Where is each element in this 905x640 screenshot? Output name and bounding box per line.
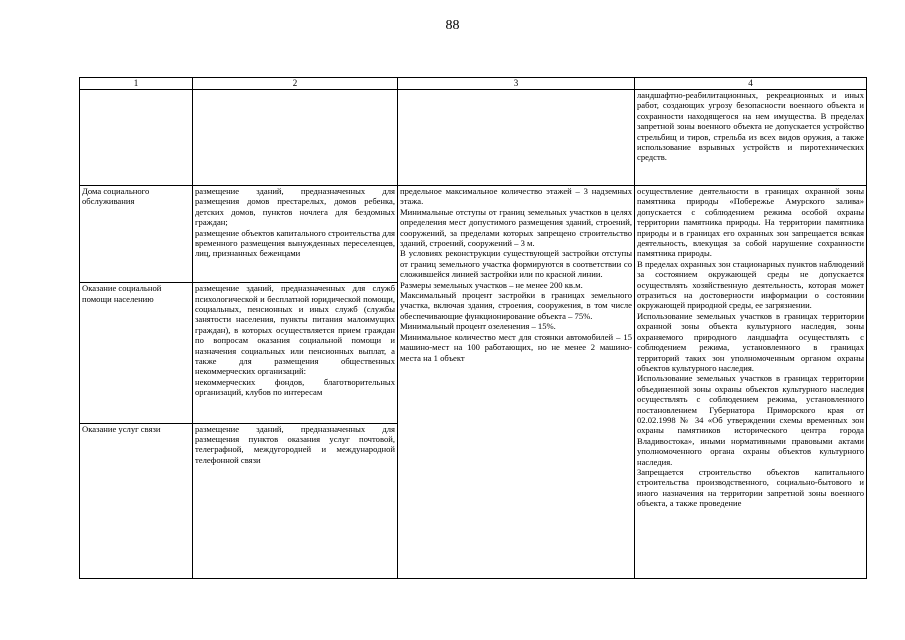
zoning-table bbox=[79, 77, 867, 579]
cell-use-description: размещение зданий, предназначенных для служб психологической и бесплатной юридической помощи, социальных, пенсионных и иных служб (службы занятости населения, пункты питания малоимущих граждан), в которых осуществляется прием граждан по вопросам оказания социальной помощи и назначения социальных или пенсионных выплат, а также для размещения общественных некоммерческих организаций: некоммерческих фондов, благотворительных организаций, клубов по интересам bbox=[193, 283, 398, 423]
table-row-continuation bbox=[80, 90, 867, 186]
header-cell-3: 3 bbox=[398, 78, 635, 90]
cell-use-type: Оказание услуг связи bbox=[80, 423, 193, 578]
table-row bbox=[80, 186, 867, 283]
header-cell-1: 1 bbox=[80, 78, 193, 90]
cell-use-type: Дома социального обслуживания bbox=[80, 186, 193, 283]
cell-empty bbox=[193, 90, 398, 186]
cell-parameters: предельное максимальное количество этажей – 3 надземных этажа. Минимальные отступы от границ земельных участков в целях определения мест допустимого размещения зданий, строений, сооружений, за пределами которых запрещено строительство зданий, строений, сооружений – 3 м. В условиях реконструкции существующей застройки отступы от границ земельного участка формируются в соответствии со сложившейся линией застройки или по красной линии. Размеры земельных участков – не менее 200 кв.м. Максимальный процент застройки в границах земельного участка, включая здания, строения, сооружения, в том числе обеспечивающие функционирование объекта – 75%. Минимальный процент озеленения – 15%. Минимальное количество мест для стоянки автомобилей – 15 машино-мест на 100 работающих, но не менее 2 машино-места на 1 объект bbox=[398, 186, 635, 579]
cell-use-description: размещение зданий, предназначенных для размещения домов престарелых, домов ребенка, детских домов, пунктов ночлега для бездомных граждан; размещение объектов капитального строительства для временного размещения вынужденных переселенцев, лиц, признанных беженцами bbox=[193, 186, 398, 283]
page-number: 88 bbox=[445, 18, 460, 33]
header-cell-2: 2 bbox=[193, 78, 398, 90]
header-cell-4: 4 bbox=[635, 78, 867, 90]
table-header-row bbox=[80, 78, 867, 90]
cell-empty bbox=[398, 90, 635, 186]
cell-restrictions: осуществление деятельности в границах охранной зоны памятника природы «Побережье Амурского залива» допускается с соблюдением режима особой охраны территории памятника природы. На территории памятника природы и в границах его охранных зон запрещается всякая деятельность, влекущая за собой нарушение сохранности памятника природы. В пределах охранных зон стационарных пунктов наблюдений за состоянием окружающей среды не допускается осуществлять хозяйственную деятельность, которая может отразиться на достоверности информации о состоянии окружающей природной среды, ее загрязнении. Использование земельных участков в границах территории охранной зоны объекта культурного наследия, зоны охраняемого природного ландшафта осуществлять с соблюдением режима, установленного в границах территорий таких зон уполномоченным органом охраны объектов культурного наследия. Использование земельных участков в границах территории объединенной зоны охраны объектов культурного наследия осуществлять с соблюдением режима, установленного постановлением Губернатора Приморского края от 02.02.1998 № 34 «Об утверждении схемы временных зон охраны памятников исторического центра города Владивостока», иными нормативными правовыми актами уполномоченного органа охраны объектов культурного наследия. Запрещается строительство объектов капитального строительства производственного, социально-бытового и иного назначения на территории запретной зоны военного объекта, а также проведение bbox=[635, 186, 867, 579]
cell-use-description: размещение зданий, предназначенных для размещения пунктов оказания услуг почтовой, телеграфной, междугородней и международной телефонной связи bbox=[193, 423, 398, 578]
cell-empty bbox=[80, 90, 193, 186]
cell-restrictions-continuation: ландшафтно-реабилитационных, рекреационных и иных работ, создающих угрозу безопасности военного объекта и сохранности находящегося на нем имущества. В пределах запретной зоны военного объекта не допускается устройство стрельбищ и тиров, стрельба из всех видов оружия, а также использование взрывных устройств и пиротехнических средств. bbox=[635, 90, 867, 186]
cell-use-type: Оказание социальной помощи населению bbox=[80, 283, 193, 423]
